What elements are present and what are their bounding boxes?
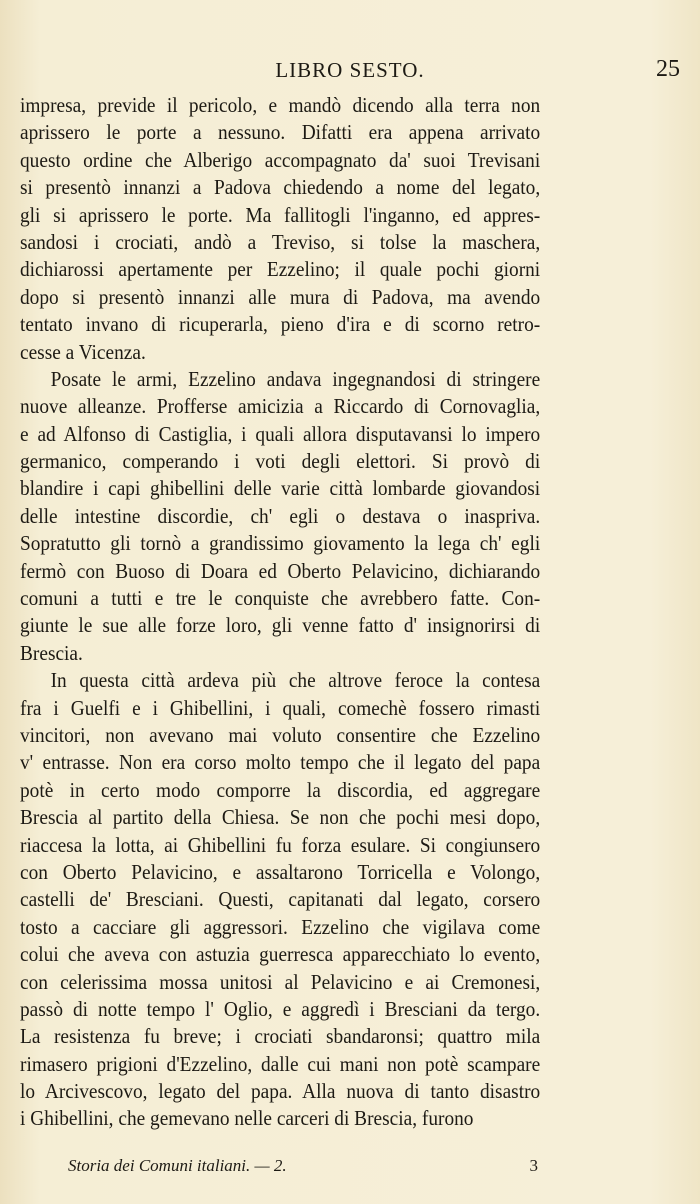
text-line: Sopratutto gli tornò a grandissimo giovamento la lega ch' egli: [20, 531, 541, 556]
page-number: 25: [656, 56, 680, 82]
text-line: nuove alleanze. Profferse amicizia a Riccardo di Cornovaglia,: [20, 394, 541, 419]
text-line: gli si aprissero le porte. Ma fallitogli l'inganno, ed appres-: [20, 202, 541, 227]
text-line: vincitori, non avevano mai voluto consentire che Ezzelino: [20, 722, 541, 747]
text-line: si presentò innanzi a Padova chiedendo a nome del legato,: [20, 175, 541, 200]
text-line: riaccesa la lotta, ai Ghibellini fu forza esulare. Si congiunsero: [20, 832, 541, 857]
signature-mark: 3: [529, 1156, 538, 1175]
text-line: blandire i capi ghibellini delle varie città lombarde giovandosi: [20, 476, 541, 501]
text-line: Brescia al partito della Chiesa. Se non che pochi mesi dopo,: [20, 805, 541, 830]
text-line: delle intestine discordie, ch' egli o destava o inaspriva.: [20, 503, 541, 528]
text-line: dopo si presentò innanzi alle mura di Padova, ma avendo: [20, 284, 541, 309]
paragraph: [20, 92, 540, 366]
text-line: giunte le sue alle forze loro, gli venne fatto d' insignorirsi di: [20, 613, 541, 638]
text-line: tosto a cacciare gli aggressori. Ezzelino che vigilava come: [20, 914, 541, 939]
body-text: [20, 92, 540, 1133]
text-line: tentato invano di ricuperarla, pieno d'ira e di scorno retro-: [20, 312, 541, 337]
text-line: lo Arcivescovo, legato del papa. Alla nuova di tanto disastro: [20, 1079, 541, 1104]
text-line: aprissero le porte a nessuno. Difatti era appena arrivato: [20, 120, 541, 145]
text-line: v' entrasse. Non era corso molto tempo che il legato del papa: [20, 750, 541, 775]
text-line: potè in certo modo comporre la discordia, ed aggregare: [20, 777, 541, 802]
text-line: La resistenza fu breve; i crociati sbandaronsi; quattro mila: [20, 1024, 541, 1049]
text-line: rimasero prigioni d'Ezzelino, dalle cui mani non potè scampare: [20, 1051, 541, 1076]
text-line: impresa, previde il pericolo, e mandò dicendo alla terra non: [20, 93, 541, 117]
running-title: LIBRO SESTO.: [275, 58, 425, 82]
text-line: dichiarossi apertamente per Ezzelino; il quale pochi giorni: [20, 257, 541, 282]
text-line: e ad Alfonso di Castiglia, i quali allora disputavansi lo impero: [20, 421, 541, 446]
text-line: comuni a tutti e tre le conquiste che avrebbero fatte. Con-: [20, 586, 541, 611]
text-line: i Ghibellini, che gemevano nelle carceri di Brescia, furono: [20, 1106, 474, 1131]
text-line: passò di notte tempo l' Oglio, e aggredì i Bresciani da tergo.: [20, 996, 541, 1021]
running-head: [20, 58, 680, 88]
text-line: castelli de' Bresciani. Questi, capitanati dal legato, corsero: [20, 887, 541, 912]
text-line: fra i Guelfi e i Ghibellini, i quali, comechè fossero rimasti: [20, 695, 541, 720]
text-line: germanico, comperando i voti degli elettori. Si provò di: [20, 449, 541, 474]
text-line: Brescia.: [20, 640, 83, 665]
text-line: con Oberto Pelavicino, e assaltarono Torricella e Volongo,: [20, 859, 541, 884]
text-line: colui che aveva con astuzia guerresca apparecchiato lo evento,: [20, 942, 541, 967]
text-line: fermò con Buoso di Doara ed Oberto Pelavicino, dichiarando: [20, 558, 541, 583]
footer-book-title: Storia dei Comuni italiani. — 2.: [68, 1156, 287, 1175]
page-footer: [68, 1156, 538, 1180]
text-line: In questa città ardeva più che altrove feroce la contesa: [50, 668, 541, 693]
text-line: sandosi i crociati, andò a Treviso, si tolse la maschera,: [20, 229, 541, 254]
paragraph: [20, 366, 540, 667]
text-line: Posate le armi, Ezzelino andava ingegnandosi di stringere: [50, 366, 541, 391]
paragraph: [20, 667, 540, 1133]
text-line: cesse a Vicenza.: [20, 339, 146, 364]
text-line: questo ordine che Alberigo accompagnato da' suoi Trevisani: [20, 147, 541, 172]
text-line: con celerissima mossa unitosi al Pelavicino e ai Cremonesi,: [20, 969, 541, 994]
